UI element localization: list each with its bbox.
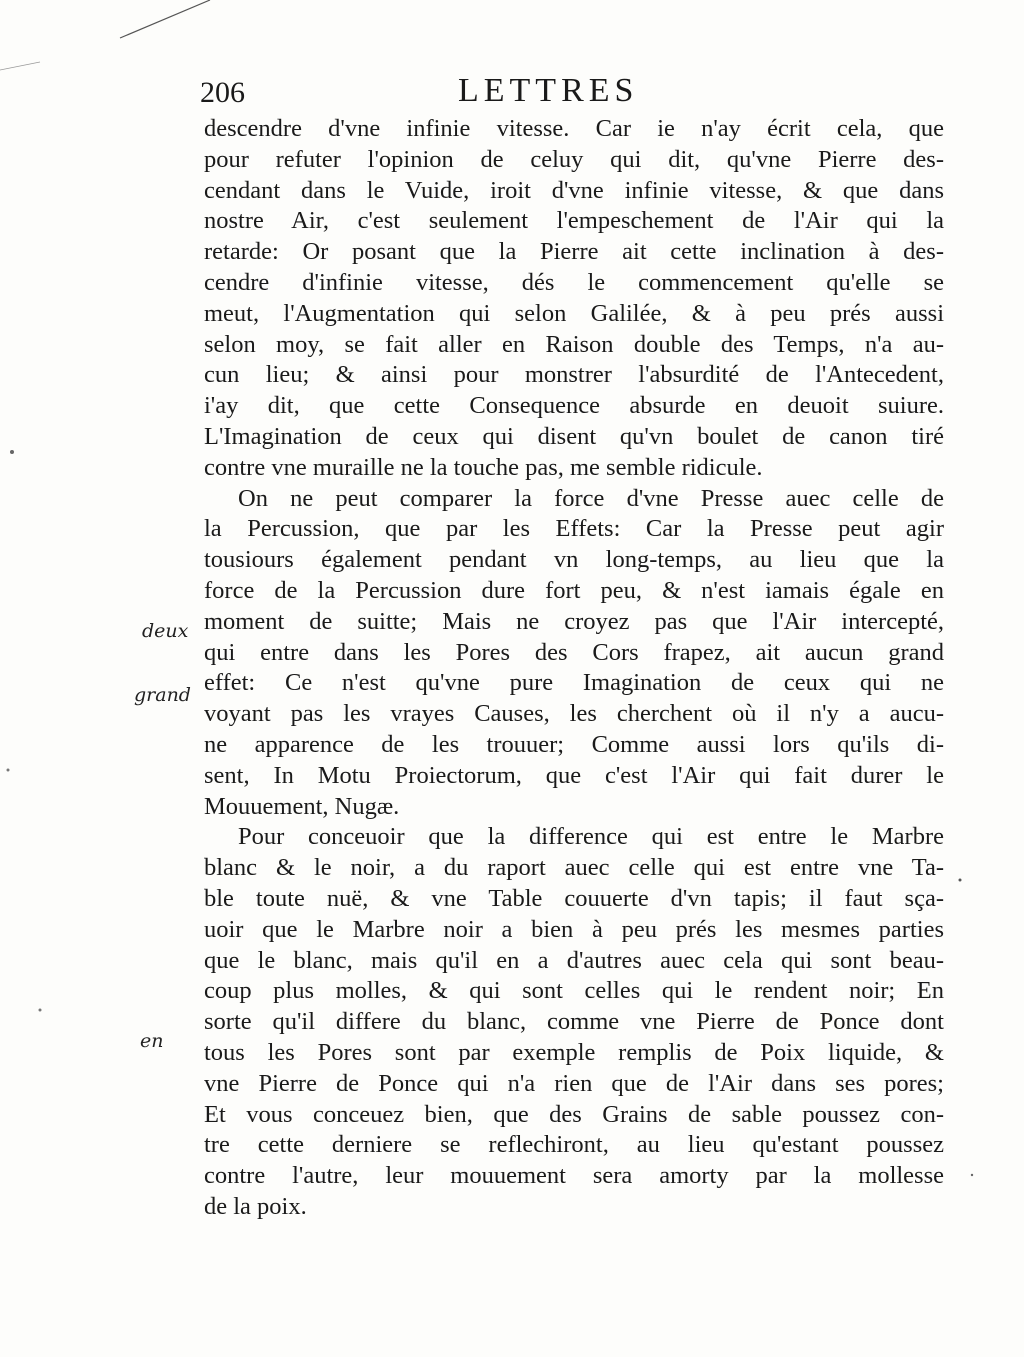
text-line: Et vous conceuez bien, que des Grains de sable poussez con- xyxy=(204,1100,944,1128)
text-line: pour refuter l'opinion de celuy qui dit, qu'vne Pierre des- xyxy=(204,145,944,173)
body-text xyxy=(204,114,944,1223)
text-line: retarde: Or posant que la Pierre ait cette inclination à des- xyxy=(204,238,944,266)
text-line: que le blanc, mais qu'il en a d'autres auec cela qui sont beau- xyxy=(204,946,944,974)
running-title: LETTRES xyxy=(458,72,639,109)
text-line: effet: Ce n'est qu'vne pure Imagination de ceux qui ne xyxy=(204,669,944,697)
margin-note: deux xyxy=(142,620,189,642)
margin-note: grand xyxy=(134,684,191,706)
text-line: L'Imagination de ceux qui disent qu'vn boulet de canon tiré xyxy=(204,422,944,450)
text-line: contre l'autre, leur mouuement sera amorty par la mollesse xyxy=(204,1162,944,1190)
text-line: blanc & le noir, a du raport auec celle qui est entre vne Ta- xyxy=(204,854,944,882)
text-line: moment de suitte; Mais ne croyez pas que l'Air intercepté, xyxy=(204,607,944,635)
text-line: ble toute nuë, & vne Table couuerte d'vn tapis; il faut sça- xyxy=(204,884,944,912)
text-line: contre vne muraille ne la touche pas, me semble ridicule. xyxy=(204,453,763,481)
text-line: la Percussion, que par les Effets: Car la Presse peut agir xyxy=(204,515,944,543)
text-line: de la poix. xyxy=(204,1192,307,1220)
page-header xyxy=(200,72,700,116)
text-line: vne Pierre de Ponce qui n'a rien que de l'Air dans ses pores; xyxy=(204,1069,944,1097)
text-line: tous les Pores sont par exemple remplis de Poix liquide, & xyxy=(204,1038,944,1066)
text-line: cun lieu; & ainsi pour monstrer l'absurdité de l'Antecedent, xyxy=(204,361,944,389)
margin-note: en xyxy=(140,1030,164,1052)
text-line: Pour conceuoir que la difference qui est entre le Marbre xyxy=(238,823,944,851)
text-line: selon moy, se fait aller en Raison double des Temps, n'a au- xyxy=(204,330,944,358)
text-line: Mouuement, Nugæ. xyxy=(204,792,400,820)
text-line: On ne peut comparer la force d'vne Presse auec celle de xyxy=(238,484,944,512)
text-line: cendant dans le Vuide, iroit d'vne infinie vitesse, & que dans xyxy=(204,176,944,204)
text-line: coup plus molles, & qui sont celles qui le rendent noir; En xyxy=(204,977,944,1005)
page-number: 206 xyxy=(200,76,245,109)
text-line: cendre d'infinie vitesse, dés le commencement qu'elle se xyxy=(204,268,944,296)
text-line: voyant pas les vrayes Causes, les cherchent où il n'y a aucu- xyxy=(204,700,944,728)
text-line: qui entre dans les Pores des Cors frapez, ait aucun grand xyxy=(204,638,944,666)
text-line: sent, In Motu Proiectorum, que c'est l'Air qui fait durer le xyxy=(204,761,944,789)
text-line: nostre Air, c'est seulement l'empeschement de l'Air qui la xyxy=(204,207,944,235)
text-line: descendre d'vne infinie vitesse. Car ie n'ay écrit cela, que xyxy=(204,115,944,142)
text-line: sorte qu'il differe du blanc, comme vne Pierre de Ponce dont xyxy=(204,1008,944,1036)
text-line: tousiours également pendant vn long-temps, au lieu que la xyxy=(204,546,944,574)
text-line: ne apparence de les trouuer; Comme aussi lors qu'ils di- xyxy=(204,730,944,758)
text-line: i'ay dit, que cette Consequence absurde en deuoit suiure. xyxy=(204,392,944,420)
text-line: meut, l'Augmentation qui selon Galilée, & à peu prés aussi xyxy=(204,299,944,327)
text-line: tre cette derniere se reflechiront, au lieu qu'estant poussez xyxy=(204,1131,944,1159)
text-line: uoir que le Marbre noir a bien à peu prés les mesmes parties xyxy=(204,915,944,943)
text-line: force de la Percussion dure fort peu, & n'est iamais égale en xyxy=(204,576,944,604)
